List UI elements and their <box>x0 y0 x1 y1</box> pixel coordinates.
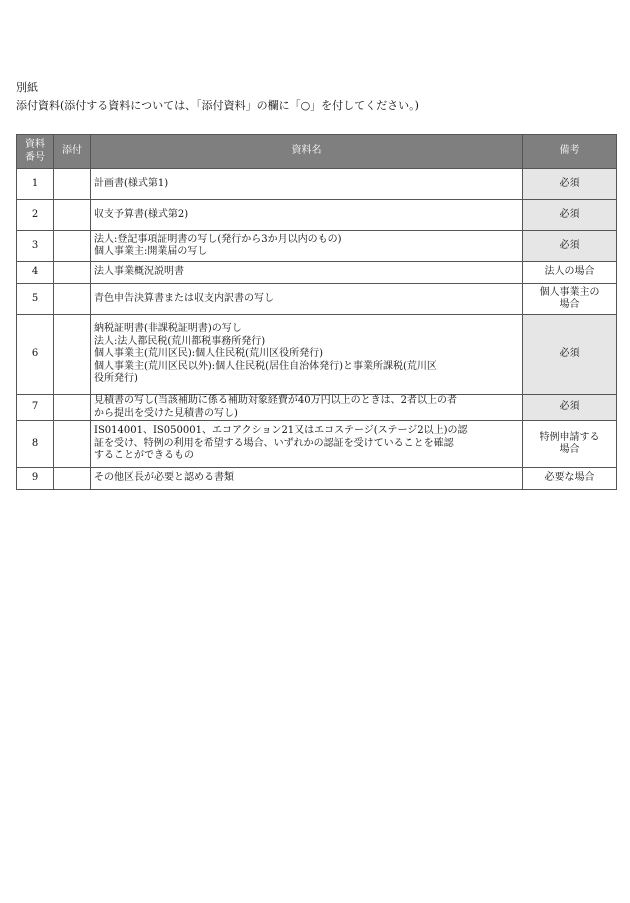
note-line: 必須 <box>559 177 580 189</box>
header-note: 備考 <box>523 135 617 169</box>
document-name-line: 証を受け、特例の利用を希望する場合、いずれかの認証を受けていることを確認 <box>94 437 454 449</box>
document-name <box>91 421 523 468</box>
document-note <box>523 200 617 231</box>
attach-cell[interactable] <box>54 169 91 200</box>
document-name <box>91 231 523 262</box>
instruction-text: 添付資料(添付する資料については、「添付資料」の欄に「○」を付してください。) <box>16 99 419 112</box>
document-name-line: 計画書(様式第1) <box>94 177 169 189</box>
note-line: 必須 <box>559 208 580 220</box>
page-heading: 別紙 <box>16 81 38 94</box>
document-note <box>523 468 617 490</box>
attach-cell[interactable] <box>54 468 91 490</box>
document-number: 4 <box>17 262 54 284</box>
document-note <box>523 284 617 315</box>
document-name-line: 青色申告決算書または収支内訳書の写し <box>94 292 274 304</box>
table-row <box>17 231 617 262</box>
note-line: 場合 <box>559 299 580 310</box>
note-line: 場合 <box>559 444 580 455</box>
document-name-line: 収支予算書(様式第2) <box>94 208 189 220</box>
document-name-line: IS014001、IS050001、エコアクション21又はエコステージ(ステージ2以上)の認 <box>94 425 468 437</box>
document-name-line: することができるもの <box>94 450 194 462</box>
document-number: 8 <box>17 421 54 468</box>
document-name <box>91 468 523 490</box>
document-note <box>523 315 617 395</box>
document-name <box>91 169 523 200</box>
document-name <box>91 262 523 284</box>
document-number: 3 <box>17 231 54 262</box>
table-row <box>17 284 617 315</box>
document-name <box>91 200 523 231</box>
document-name-line: 法人:登記事項証明書の写し(発行から3か月以内のもの) <box>94 233 342 245</box>
document-name-line: 役所発行) <box>94 373 138 385</box>
table-row <box>17 395 617 421</box>
attach-cell[interactable] <box>54 421 91 468</box>
attach-cell[interactable] <box>54 284 91 315</box>
document-number: 9 <box>17 468 54 490</box>
documents-table <box>16 134 617 490</box>
document-note <box>523 395 617 421</box>
document-name-line: 個人事業主(荒川区民):個人住民税(荒川区役所発行) <box>94 348 323 360</box>
attach-cell[interactable] <box>54 200 91 231</box>
document-name-line: 納税証明書(非課税証明書)の写し <box>94 323 242 335</box>
attach-cell[interactable] <box>54 262 91 284</box>
document-note <box>523 231 617 262</box>
header-document-name: 資料名 <box>91 135 523 169</box>
document-number: 6 <box>17 315 54 395</box>
header-number: 資料 番号 <box>17 135 54 169</box>
document-name-line: から提出を受けた見積書の写し) <box>94 407 238 419</box>
document-number: 5 <box>17 284 54 315</box>
document-name-line: 法人事業概況説明書 <box>94 266 184 278</box>
table-body <box>17 169 617 490</box>
document-number: 2 <box>17 200 54 231</box>
note-line: 個人事業主の <box>539 286 600 298</box>
table-row <box>17 468 617 490</box>
attach-cell[interactable] <box>54 231 91 262</box>
attach-cell[interactable] <box>54 395 91 421</box>
attach-cell[interactable] <box>54 315 91 395</box>
table-row <box>17 200 617 231</box>
document-name-line: 個人事業主(荒川区民以外):個人住民税(居住自治体発行)と事業所課税(荒川区 <box>94 360 437 372</box>
note-line: 必須 <box>559 348 580 360</box>
document-name <box>91 284 523 315</box>
document-note <box>523 421 617 468</box>
table-header-row <box>17 135 617 169</box>
document-note <box>523 262 617 284</box>
note-line: 必須 <box>559 239 580 251</box>
document-name <box>91 395 523 421</box>
document-number: 1 <box>17 169 54 200</box>
note-line: 法人の場合 <box>544 266 595 278</box>
document-name-line: 法人:法人都民税(荒川都税事務所発行) <box>94 335 266 347</box>
note-line: 必須 <box>559 401 580 413</box>
table-row <box>17 315 617 395</box>
document-name-line: 個人事業主:開業届の写し <box>94 246 208 257</box>
document-number: 7 <box>17 395 54 421</box>
table-row <box>17 262 617 284</box>
document-note <box>523 169 617 200</box>
note-line: 必要な場合 <box>544 472 595 484</box>
document-name <box>91 315 523 395</box>
table-row <box>17 169 617 200</box>
table-row <box>17 421 617 468</box>
document-name-line: その他区長が必要と認める書類 <box>94 472 234 484</box>
header-attach: 添付 <box>54 135 91 169</box>
document-name-line: 見積書の写し(当該補助に係る補助対象経費が40万円以上のときは、2者以上の者 <box>94 395 457 406</box>
note-line: 特例申請する <box>539 431 600 443</box>
